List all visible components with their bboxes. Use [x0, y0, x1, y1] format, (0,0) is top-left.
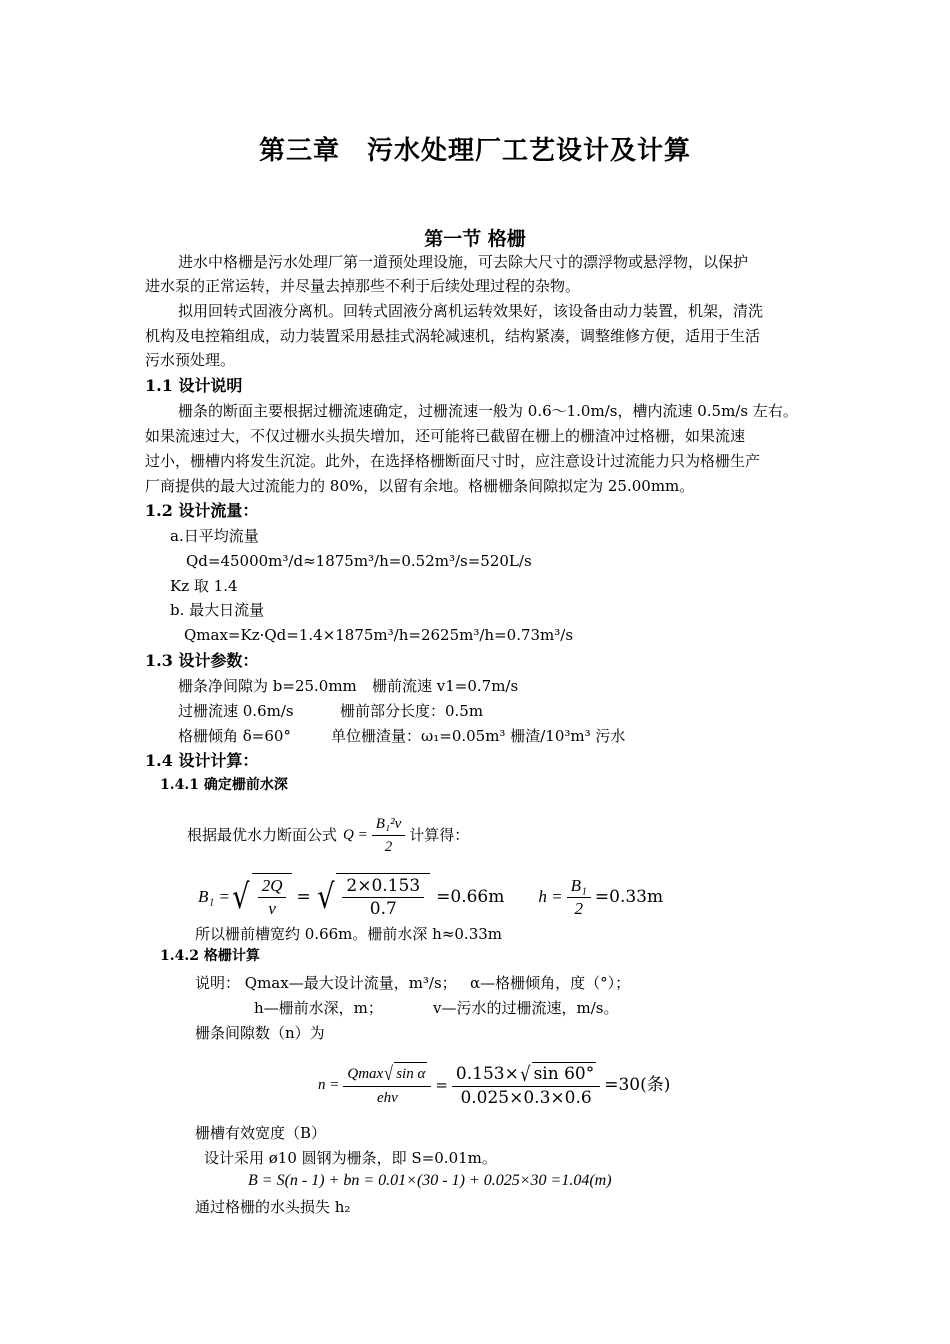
s12-qmax-formula: Qmax=Kz·Qd=1.4×1875m³/h=2625m³/h=0.73m³/s: [184, 626, 574, 644]
n-num1-sqrt: sin α: [394, 1062, 427, 1086]
depth-conclusion: 所以栅前槽宽约 0.66m。栅前水深 h≈0.33m: [195, 925, 503, 943]
heading-1-4-2: 1.4.2 格栅计算: [160, 948, 260, 964]
b-design-note: 设计采用 ø10 圆钢为栅条，即 S=0.01m。: [204, 1149, 497, 1167]
heading-1-4: 1.4 设计计算：: [145, 751, 259, 770]
b1-sqrt2-denominator: 0.7: [369, 899, 397, 919]
n-lhs: n =: [318, 1077, 340, 1093]
heading-1-2: 1.2 设计流量：: [145, 501, 259, 520]
heading-1-4-1: 1.4.1 确定栅前水深: [160, 777, 288, 793]
note-alpha: α—格栅倾角，度（°）；: [470, 974, 631, 992]
q-numerator: B₁²v: [372, 813, 406, 836]
b-label: 栅槽有效宽度（B）: [195, 1124, 327, 1142]
heading-1-3: 1.3 设计参数：: [145, 651, 259, 670]
s13-param-angle: 格栅倾角 δ=60°: [178, 727, 291, 745]
s13-param-gap: 栅条净间隙为 b=25.0mm: [178, 677, 357, 695]
n-num2-sqrt: sin 60°: [532, 1062, 597, 1086]
s12-qd-formula: Qd=45000m³/d≈1875m³/h=0.52m³/s=520L/s: [186, 552, 532, 570]
b1-sqrt2-numerator: 2×0.153: [342, 875, 424, 898]
s11-line1: 栅条的断面主要根据过栅流速确定，过栅流速一般为 0.6～1.0m/s，槽内流速 0.5m/s 左右。: [178, 402, 798, 420]
intro-p2-line3: 污水预处理。: [145, 351, 236, 369]
n-num1-qmax: Qmax: [347, 1065, 384, 1082]
heading-1-1: 1.1 设计说明: [145, 376, 243, 395]
n-label: 栅条间隙数（n）为: [195, 1024, 325, 1042]
q-lhs: Q =: [343, 827, 368, 843]
n-fraction-1: [343, 1062, 431, 1109]
h-numerator: B₁: [567, 875, 591, 898]
s11-line4: 厂商提供的最大过流能力的 80%，以留有余地。格栅栅条间隙拟定为 25.00mm。: [145, 477, 695, 495]
s12-item-a: a.日平均流量: [170, 527, 259, 545]
h2-label: 通过格栅的水头损失 h₂: [195, 1198, 351, 1216]
b1-sqrt1-numerator: 2Q: [258, 875, 287, 898]
s13-param-v1: 栅前流速 v1=0.7m/s: [372, 677, 519, 695]
radical-sign: √: [316, 877, 335, 917]
s13-param-grid-velocity: 过栅流速 0.6m/s: [178, 702, 294, 720]
q-denominator: 2: [384, 838, 393, 855]
b1-formula: B₁ = √ $\frac{2Q}{v}$ = √ $\frac{2\times 0.153}{0.7}$ =0.66m h = $\frac{\text{B₁}}{2}$ =0.33m: [198, 870, 663, 924]
s11-line2: 如果流速过大，不仅过栅水头损失增加，还可能将已截留在栅上的栅渣冲过格栅，如果流速: [145, 427, 746, 445]
b1-sqrt-1: [230, 873, 292, 921]
s12-item-b: b. 最大日流量: [170, 601, 265, 619]
b-formula: B = S(n - 1) + bn = 0.01×(30 - 1) + 0.025×30 =1.04(m): [248, 1172, 612, 1189]
n-result: =30(条): [604, 1075, 671, 1095]
b1-sqrt1-denominator: v: [268, 899, 276, 918]
h-lhs: h =: [538, 887, 563, 906]
h-denominator: 2: [574, 898, 583, 918]
formula-after-text: 计算得：: [409, 826, 470, 844]
note-h: h—栅前水深，m；: [254, 999, 383, 1017]
chapter-title: 第三章 污水处理厂工艺设计及计算: [258, 136, 691, 166]
q-formula-line: [187, 812, 469, 858]
h-fraction: [567, 875, 591, 920]
radical-sign: √: [520, 1061, 531, 1086]
b1-result: =0.66m: [436, 887, 505, 907]
n-den2: 0.025×0.3×0.6: [460, 1087, 592, 1108]
q-fraction: [372, 813, 406, 858]
s12-kz: Kz 取 1.4: [170, 577, 238, 595]
s13-param-screenings: 单位栅渣量：ω₁=0.05m³ 栅渣/10³m³ 污水: [331, 727, 626, 745]
n-num2-value: 0.153×: [455, 1063, 519, 1084]
note-qmax: 说明： Qmax—最大设计流量，m³/s；: [195, 974, 457, 992]
h-result: =0.33m: [594, 887, 664, 907]
note-v: v—污水的过栅流速，m/s。: [433, 999, 619, 1017]
n-fraction-2: [452, 1062, 600, 1109]
intro-p2-line1: 拟用回转式固液分离机。回转式固液分离机运转效果好，该设备由动力装置，机架，清洗: [178, 302, 764, 320]
n-den1: ehv: [376, 1089, 398, 1106]
radical-sign: √: [232, 877, 250, 917]
b1-lhs: B₁ =: [198, 887, 231, 906]
intro-p2-line2: 机构及电控箱组成，动力装置采用悬挂式涡轮减速机，结构紧凑，调整维修方便，适用于生活: [145, 327, 761, 345]
s13-param-front-length: 栅前部分长度：0.5m: [340, 702, 484, 720]
n-formula: [318, 1058, 670, 1112]
intro-p1-line2: 进水泵的正常运转，并尽量去掉那些不利于后续处理过程的杂物。: [145, 277, 581, 295]
formula-intro-text: 根据最优水力断面公式: [187, 826, 338, 844]
b1-sqrt-2: [315, 873, 430, 921]
n-equals: =: [435, 1076, 448, 1094]
radical-sign: √: [384, 1062, 394, 1085]
s11-line3: 过小，栅槽内将发生沉淀。此外，在选择格栅断面尺寸时，应注意设计过流能力只为格栅生产: [145, 452, 761, 470]
intro-p1-line1: 进水中格栅是污水处理厂第一道预处理设施，可去除大尺寸的漂浮物或悬浮物，以保护: [178, 253, 749, 271]
section-title: 第一节 格栅: [424, 228, 526, 250]
